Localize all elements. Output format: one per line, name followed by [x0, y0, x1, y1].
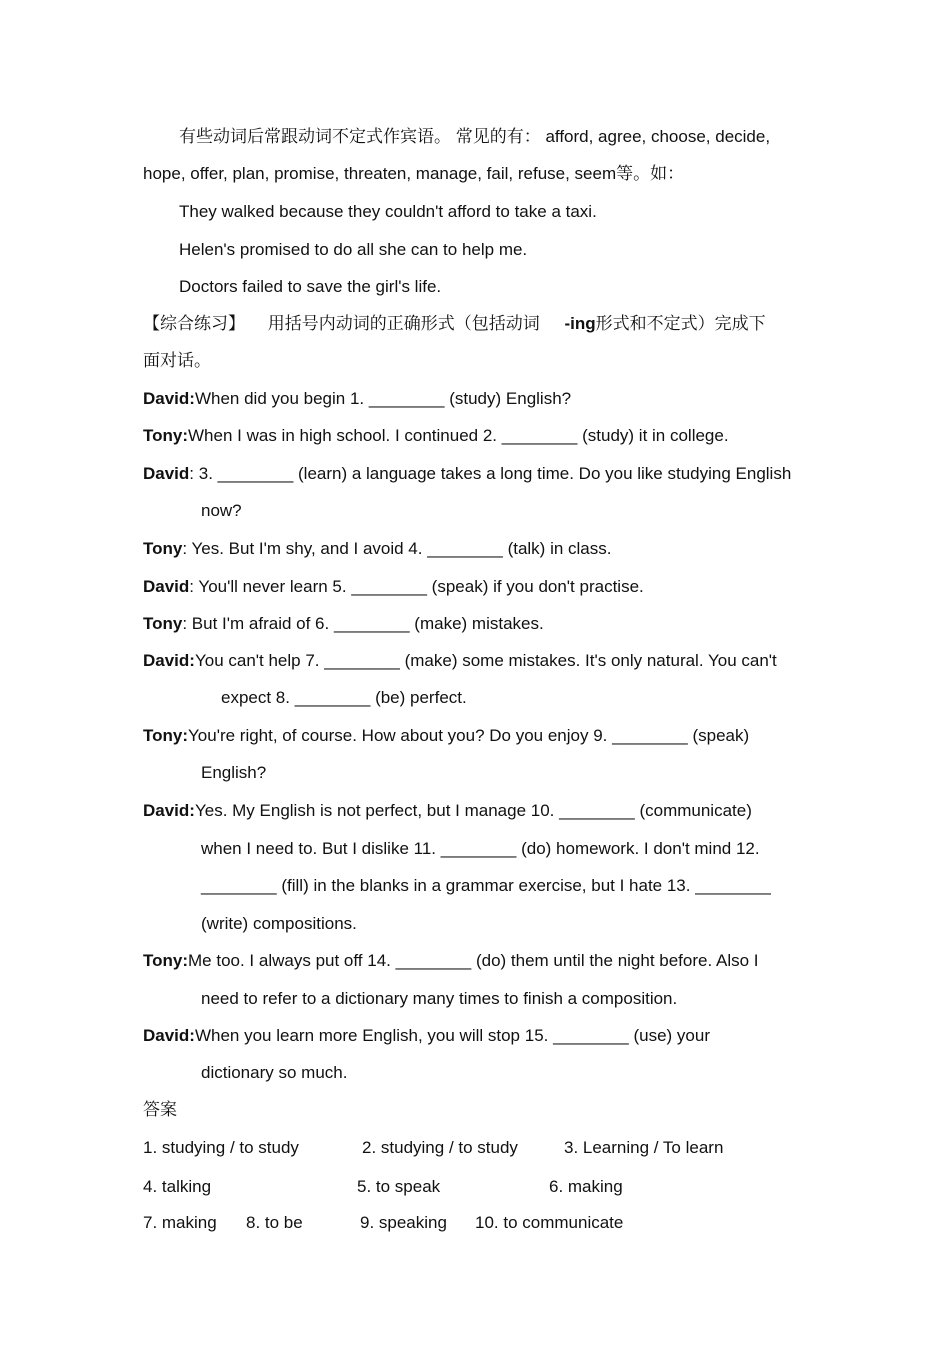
dialogue-continuation: need to refer to a dictionary many times to finish a composition.	[201, 989, 678, 1008]
answer-item: 9. speaking	[360, 1213, 447, 1232]
speaker-name: Tony	[143, 539, 183, 558]
dialogue-continuation: English?	[201, 763, 267, 782]
dialogue-continuation: ________ (fill) in the blanks in a grammar exercise, but I hate 13. ________	[201, 876, 771, 895]
dialogue-line	[143, 651, 777, 671]
dialogue-line	[143, 951, 759, 971]
speaker-name: Tony:	[143, 426, 189, 445]
example-sentence-1: They walked because they couldn't afford to take a taxi.	[179, 202, 597, 221]
exercise-instruction-c: 形式和不定式）完成下	[595, 314, 766, 333]
dialogue-text: Me too. I always put off 14. ________ (do) them until the night before. Also I	[188, 951, 759, 970]
dialogue-line	[143, 726, 749, 746]
speaker-name: David:	[143, 801, 195, 820]
speaker-name: Tony	[143, 614, 183, 633]
answer-item: 6. making	[549, 1177, 623, 1196]
dialogue-text: You're right, of course. How about you? Do you enjoy 9. ________ (speak)	[188, 726, 750, 745]
dialogue-line	[143, 464, 791, 484]
exercise-label: 【综合练习】	[143, 314, 245, 333]
answer-item: 8. to be	[246, 1213, 303, 1232]
dialogue-line	[143, 389, 571, 409]
dialogue-text: When did you begin 1. ________ (study) English?	[194, 389, 572, 408]
answer-item: 4. talking	[143, 1177, 212, 1196]
dialogue-line	[143, 801, 752, 821]
dialogue-text: : 3. ________ (learn) a language takes a long time. Do you like studying English	[189, 464, 792, 483]
speaker-name: Tony:	[143, 726, 189, 745]
dialogue-continuation: when I need to. But I dislike 11. ________ (do) homework. I don't mind 12.	[201, 839, 760, 858]
dialogue-continuation: now?	[201, 501, 242, 520]
dialogue-text: When I was in high school. I continued 2. ________ (study) it in college.	[188, 426, 729, 445]
speaker-name: Tony:	[143, 951, 189, 970]
dialogue-line	[143, 1026, 710, 1046]
answer-item: 1. studying / to study	[143, 1138, 299, 1157]
dialogue-line	[143, 577, 644, 597]
speaker-name: David:	[143, 651, 195, 670]
dialogue-line	[143, 614, 544, 634]
speaker-name: David	[143, 577, 190, 596]
exercise-instruction-ing: -ing	[564, 314, 596, 333]
exercise-instruction-a: 用括号内动词的正确形式（包括动词	[267, 314, 540, 333]
answer-item: 10. to communicate	[475, 1213, 624, 1232]
dialogue-continuation: (write) compositions.	[201, 914, 357, 933]
answers-title: 答案	[143, 1100, 177, 1119]
dialogue-continuation: dictionary so much.	[201, 1063, 348, 1082]
dialogue-text: : But I'm afraid of 6. ________ (make) mistakes.	[182, 614, 544, 633]
dialogue-text: Yes. My English is not perfect, but I manage 10. ________ (communicate)	[194, 801, 752, 820]
speaker-name: David	[143, 464, 190, 483]
dialogue-text: : Yes. But I'm shy, and I avoid 4. ________ (talk) in class.	[182, 539, 612, 558]
exercise-instruction	[143, 314, 766, 334]
speaker-name: David:	[143, 1026, 195, 1045]
dialogue-line	[143, 426, 729, 446]
dialogue-text: When you learn more English, you will stop 15. ________ (use) your	[194, 1026, 710, 1045]
speaker-name: David:	[143, 389, 195, 408]
answer-item: 2. studying / to study	[362, 1138, 518, 1157]
answer-item: 5. to speak	[357, 1177, 441, 1196]
dialogue-text: : You'll never learn 5. ________ (speak) if you don't practise.	[189, 577, 644, 596]
example-sentence-3: Doctors failed to save the girl's life.	[179, 277, 442, 296]
example-sentence-2: Helen's promised to do all she can to help me.	[179, 240, 528, 259]
intro-line-2: hope, offer, plan, promise, threaten, manage, fail, refuse, seem等。如：	[143, 164, 685, 183]
dialogue-continuation: expect 8. ________ (be) perfect.	[221, 688, 467, 707]
answer-item: 7. making	[143, 1213, 217, 1232]
exercise-instruction-line-2: 面对话。	[143, 351, 211, 370]
answer-item: 3. Learning / To learn	[564, 1138, 724, 1157]
intro-line-1: 有些动词后常跟动词不定式作宾语。 常见的有： afford, agree, choose, decide,	[179, 127, 771, 146]
dialogue-line	[143, 539, 611, 559]
dialogue-text: You can't help 7. ________ (make) some mistakes. It's only natural. You can't	[194, 651, 777, 670]
